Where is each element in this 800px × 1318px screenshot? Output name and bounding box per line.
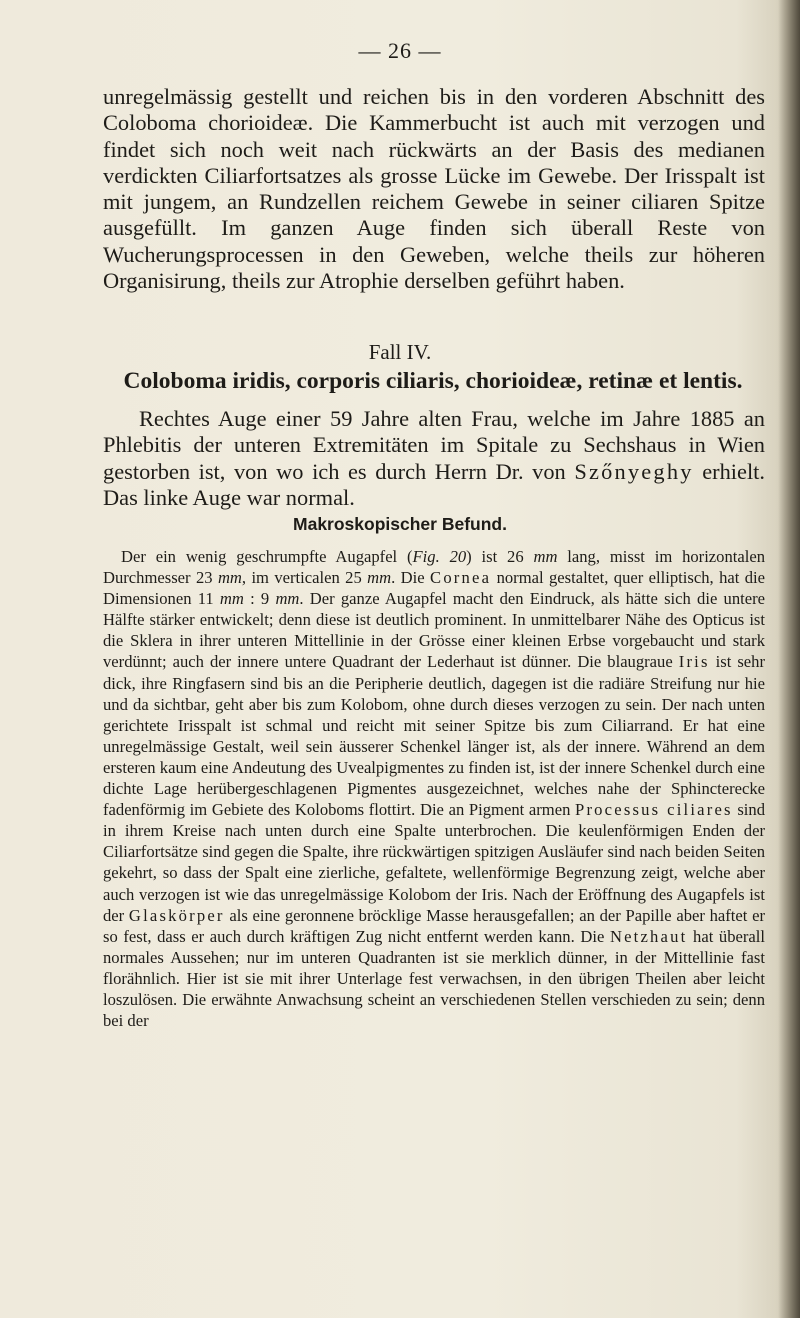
unit-mm: mm: [275, 589, 300, 609]
unit-mm: mm: [219, 589, 244, 609]
case-intro-text: [103, 406, 765, 511]
body-part: Der ein wenig geschrumpfte Augapfel (: [121, 547, 413, 566]
body-part: , im verticalen 25: [241, 568, 368, 588]
case-heading: Coloboma iridis, corporis ciliaris, chorioideæ, retinæ et lentis.: [123, 368, 743, 394]
case-intro-before: Rechtes Auge einer 59 Jahre alten Frau, welche im Jahre 1885 an Phlebitis der unteren Extremitäten im Spitale zu Sechshaus in Wien gestorben ist, von wo ich es durch Herrn Dr. von: [103, 406, 765, 484]
page-number: — 26 —: [358, 38, 442, 63]
body-paragraph: [103, 546, 765, 1031]
section-heading: Makroskopischer Befund.: [293, 514, 507, 534]
body-part: lang, misst im horizontalen Durchmesser 23: [103, 547, 766, 588]
case-title: Fall IV.: [368, 340, 432, 364]
body-part: hat überall normales Aussehen; nur im unteren Quadranten ist sie merklich dünner, in der Mittellinie fast florähnlich. Hier ist sie mit ihrer Unterlage fest verwachsen, in den übrigen Theilen aber leicht loszulösen. Die erwähnte Anwachsung scheint an verschiedenen Stellen verschieden zu sein; denn bei der: [103, 926, 765, 1031]
unit-mm: mm: [533, 547, 558, 566]
body-part: . Der ganze Augapfel macht den Eindruck, als hätte sich die untere Hälfte stärker entwickelt; denn diese ist deutlich prominent. In unmittelbarer Nähe des Opticus ist die Sklera in ihrer unteren Mittellinie in der Grösse einer kleinen Erbse vorgebaucht und stark verdünnt; auch der innere untere Quadrant der Lederhaut ist dünner. Die blaugraue: [103, 589, 765, 672]
donor-name: Szőnyeghy: [574, 458, 694, 484]
body-part: normal gestaltet, quer elliptisch, hat die Dimensionen 11: [103, 568, 766, 609]
case-intro-after: erhielt. Das linke Auge war normal.: [103, 458, 765, 510]
term-iris: Iris: [678, 652, 710, 672]
term-cornea: Cornea: [430, 568, 492, 588]
body-part: ist sehr dick, ihre Ringfasern sind bis an die Peripherie deutlich, dagegen ist die radiäre Streifung nur hie und da sichtbar, geht aber bis zum Kolobom, ohne durch dieses verzogen zu sein. Der nach unten gerichtete Irisspalt ist schmal und reicht mit seiner Spitze bis zum Ciliarrand. Er hat eine unregelmässige Gestalt, weil sein äusserer Schenkel länger ist, als der innere. Während an dem ersteren kaum eine Andeutung des Uvealpigmentes zu finden ist, ist der innere Schenkel durch eine dichte Lage herübergeschlagenen Pigmentes ausgezeichnet, welches nahe der Sphincterecke fadenförmig im Gebiete des Koloboms flottirt. Die an Pigment armen: [103, 652, 765, 820]
body-part: . Die: [391, 568, 431, 588]
unit-mm: mm: [367, 568, 392, 588]
figure-reference: Fig. 20: [412, 547, 467, 566]
page-edge-shadow: [778, 0, 800, 1318]
intro-text: unregelmässig gestellt und reichen bis in den vorderen Abschnitt des Coloboma chorioideæ. Die Kammerbucht ist auch mit verzogen und findet sich noch weit nach rückwärts an der Basis des medianen verdickten Ciliarfortsatzes als grosse Lücke im Gewebe. Der Irisspalt ist mit jungem, an Rundzellen reichem Gewebe in seiner ciliaren Spitze ausgefüllt. Im ganzen Auge finden sich überall Reste von Wucherungsprocessen in den Geweben, welche theils zur höheren Organisirung, theils zur Atrophie derselben geführt haben.: [103, 84, 765, 294]
intro-paragraph: [103, 84, 765, 294]
case-intro-paragraph: [103, 406, 765, 511]
body-part: ) ist 26: [466, 547, 534, 566]
term-glaskoerper: Glaskörper: [128, 905, 225, 925]
term-netzhaut: Netzhaut: [609, 926, 688, 946]
unit-mm: mm: [217, 568, 242, 588]
term-processus-ciliares: Processus ciliares: [575, 800, 733, 820]
body-text: [103, 546, 765, 1031]
body-part: als eine geronnene bröcklige Masse herausgefallen; an der Papille aber haftet er so fest, dass er auch durch kräftigen Zug nicht entfernt werden kann. Die: [103, 905, 765, 946]
body-part: sind in ihrem Kreise nach unten durch eine Spalte unterbrochen. Die keulenförmigen Enden der Ciliarfortsätze sind gegen die Spalte, ihre rückwärtigen spitzigen Ausläufer sind nach beiden Seiten gekehrt, so dass der Spalt eine zierliche, gefaltete, wellenförmige Begrenzung zeigt, welche aber auch verzogen ist wie das unregelmässige Kolobom der Iris. Nach der Eröffnung des Augapfels ist der: [103, 800, 766, 925]
body-part: : 9: [243, 589, 276, 609]
